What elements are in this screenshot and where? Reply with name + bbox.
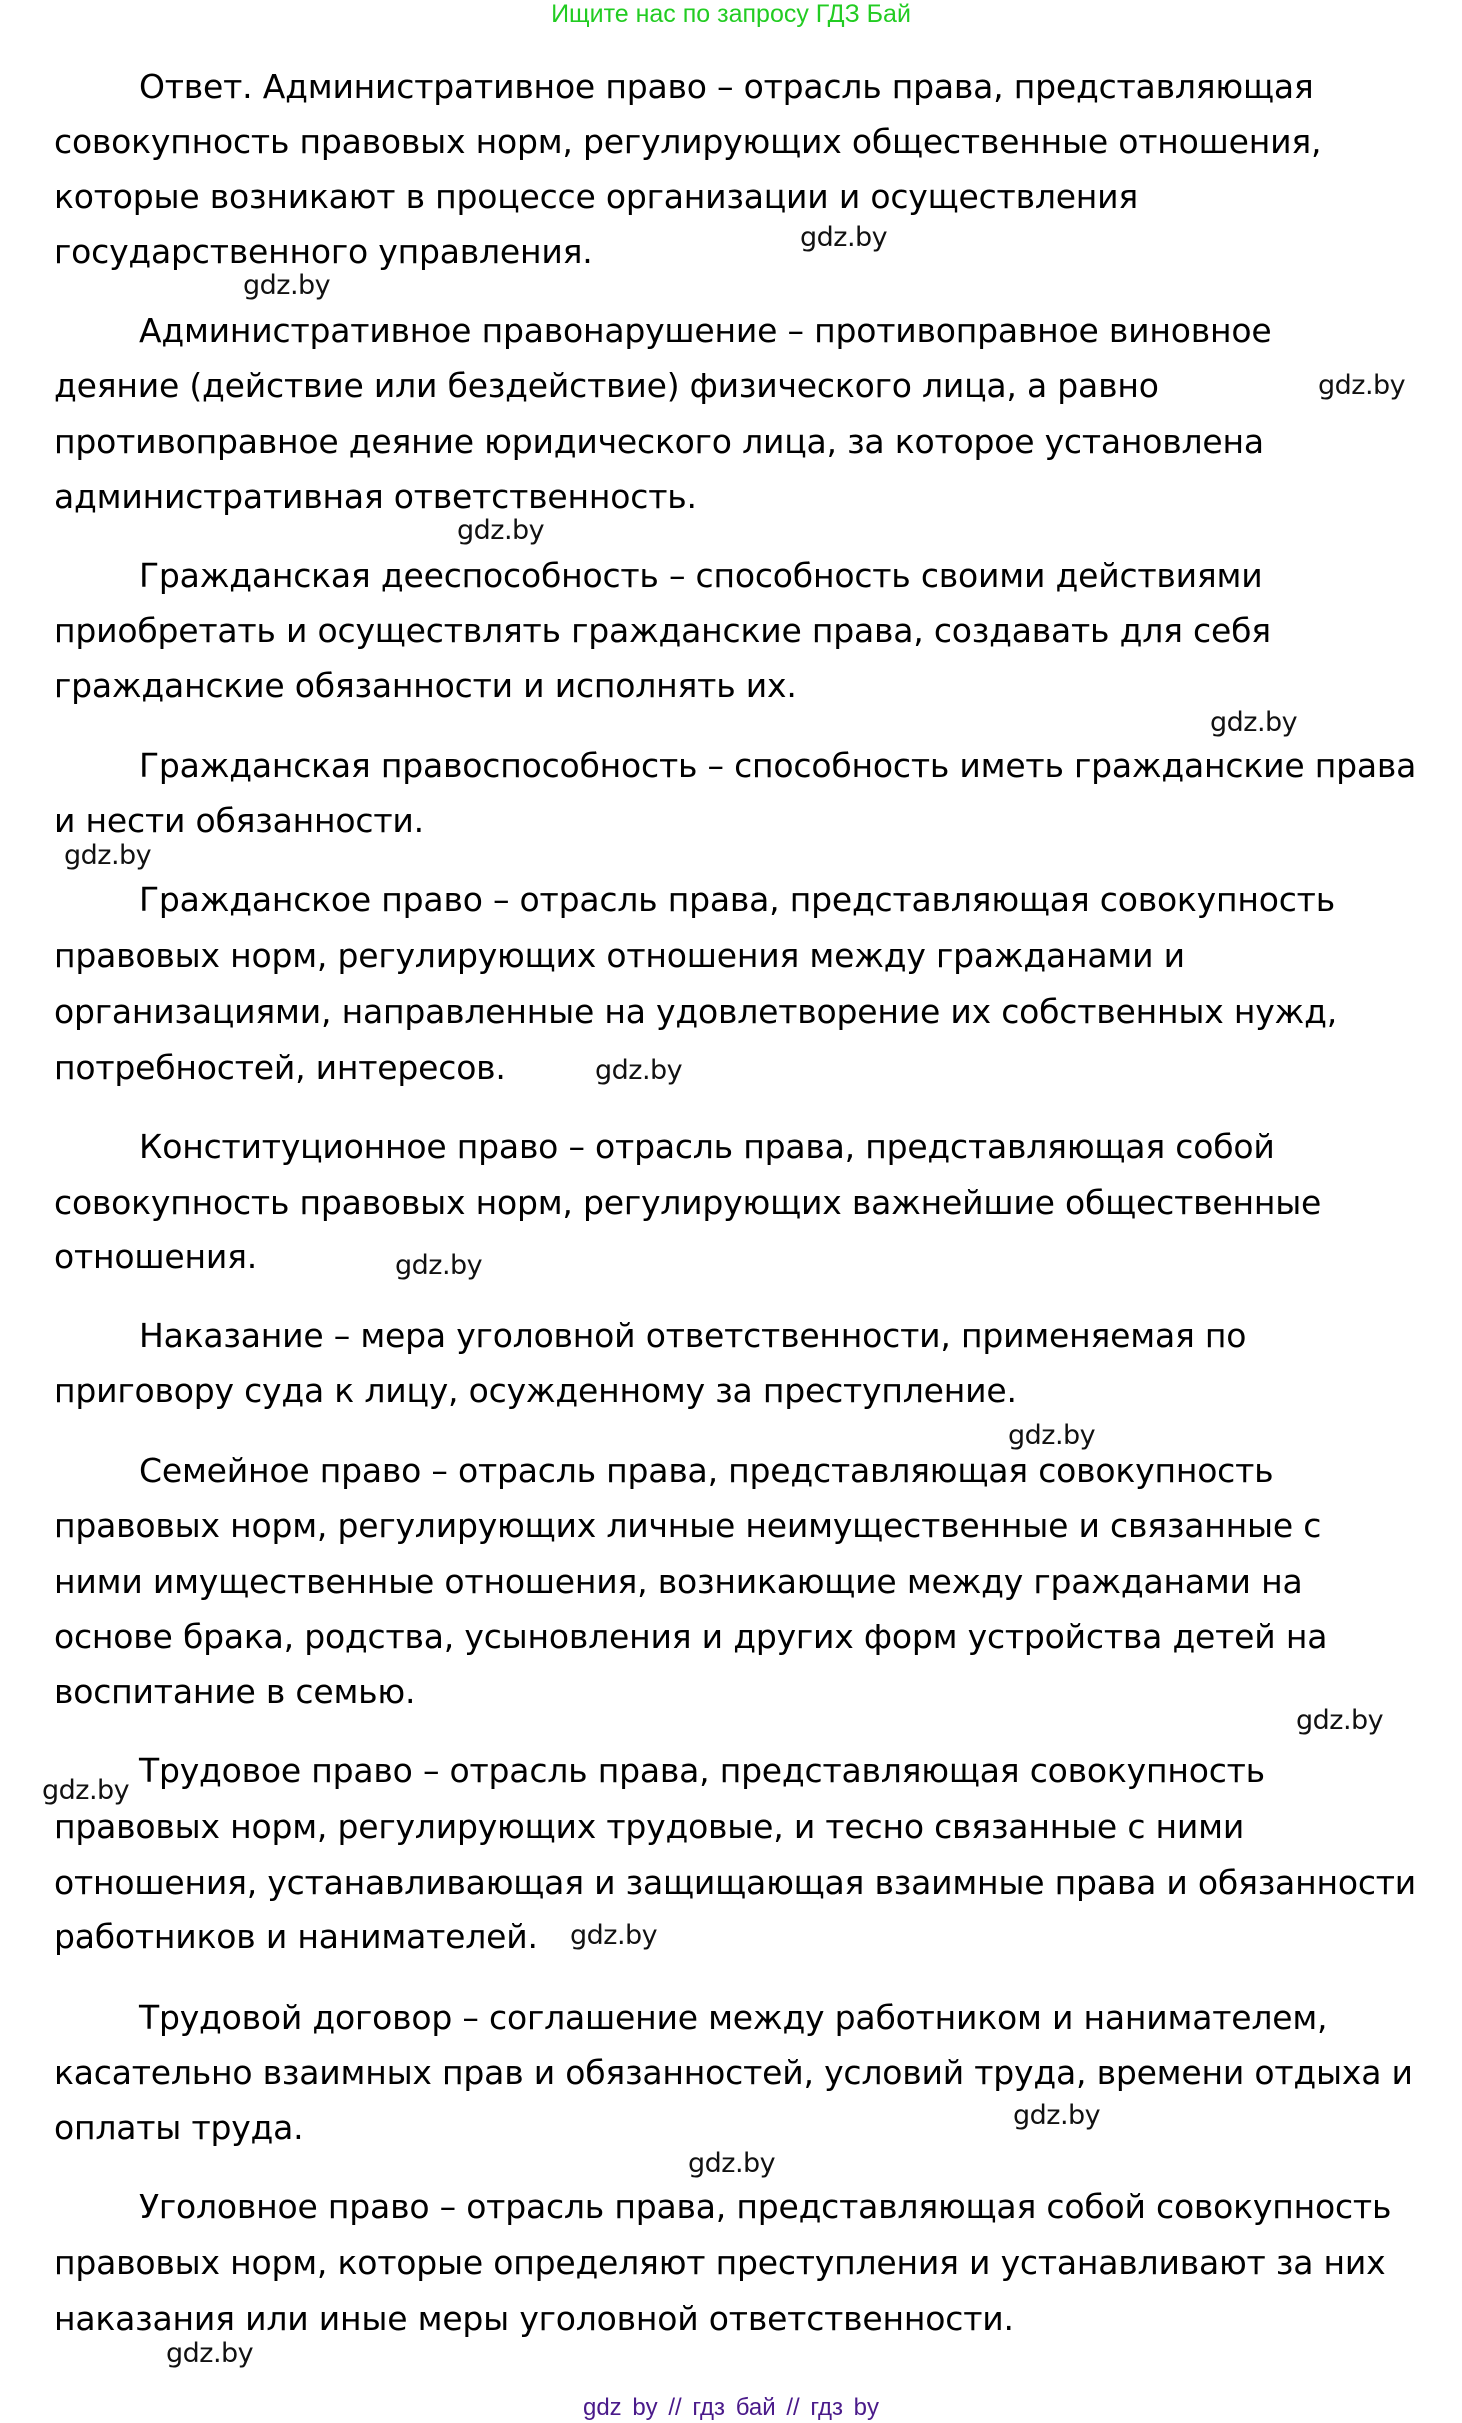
- text-line: административная ответственность.: [54, 477, 697, 516]
- watermark-gdz: gdz.by: [42, 1775, 130, 1806]
- text-line: и нести обязанности.: [54, 801, 424, 840]
- watermark-gdz: gdz.by: [1296, 1705, 1384, 1736]
- watermark-gdz: gdz.by: [243, 270, 331, 301]
- watermark-gdz: gdz.by: [595, 1055, 683, 1086]
- text-line: Конституционное право – отрасль права, представляющая собой: [139, 1127, 1275, 1166]
- text-line: Гражданское право – отрасль права, представляющая совокупность: [139, 880, 1335, 919]
- text-line: Наказание – мера уголовной ответственности, применяемая по: [139, 1316, 1247, 1355]
- text-line: потребностей, интересов.: [54, 1048, 506, 1087]
- text-line: приобретать и осуществлять гражданские права, создавать для себя: [54, 611, 1271, 650]
- text-line: ними имущественные отношения, возникающие между гражданами на: [54, 1562, 1303, 1601]
- search-banner: Ищите нас по запросу ГДЗ Бай: [551, 0, 911, 28]
- watermark-gdz: gdz.by: [800, 222, 888, 253]
- text-line: правовых норм, регулирующих трудовые, и тесно связанные с ними: [54, 1807, 1245, 1846]
- text-line: Трудовое право – отрасль права, представляющая совокупность: [139, 1751, 1265, 1790]
- text-line: совокупность правовых норм, регулирующих важнейшие общественные: [54, 1183, 1322, 1222]
- footer-links[interactable]: gdz by // гдз бай // гдз by: [582, 2394, 880, 2421]
- watermark-gdz: gdz.by: [570, 1920, 658, 1951]
- text-line: Гражданская дееспособность – способность своими действиями: [139, 556, 1263, 595]
- text-line: основе брака, родства, усыновления и других форм устройства детей на: [54, 1617, 1328, 1656]
- text-line: Уголовное право – отрасль права, представляющая собой совокупность: [139, 2187, 1392, 2226]
- text-line: гражданские обязанности и исполнять их.: [54, 666, 797, 705]
- text-line: государственного управления.: [54, 232, 593, 271]
- text-line: отношения, устанавливающая и защищающая взаимные права и обязанности: [54, 1863, 1417, 1902]
- text-line: Гражданская правоспособность – способность иметь гражданские права: [139, 746, 1417, 785]
- watermark-gdz: gdz.by: [1013, 2100, 1101, 2131]
- text-line: организациями, направленные на удовлетворение их собственных нужд,: [54, 992, 1337, 1031]
- watermark-gdz: gdz.by: [395, 1250, 483, 1281]
- text-line: правовых норм, которые определяют преступления и устанавливают за них: [54, 2243, 1386, 2282]
- text-line: наказания или иные меры уголовной ответственности.: [54, 2299, 1014, 2338]
- text-line: оплаты труда.: [54, 2108, 304, 2147]
- text-line: правовых норм, регулирующих отношения между гражданами и: [54, 936, 1185, 975]
- text-line: Ответ. Административное право – отрасль права, представляющая: [139, 67, 1314, 106]
- text-line: приговору суда к лицу, осужденному за преступление.: [54, 1371, 1017, 1410]
- watermark-gdz: gdz.by: [64, 840, 152, 871]
- watermark-gdz: gdz.by: [457, 515, 545, 546]
- text-line: отношения.: [54, 1237, 258, 1276]
- watermark-gdz: gdz.by: [166, 2338, 254, 2369]
- watermark-gdz: gdz.by: [1008, 1420, 1096, 1451]
- text-line: работников и нанимателей.: [54, 1917, 538, 1956]
- text-line: Административное правонарушение – противоправное виновное: [139, 311, 1272, 350]
- watermark-gdz: gdz.by: [688, 2148, 776, 2179]
- text-line: которые возникают в процессе организации и осуществления: [54, 177, 1139, 216]
- text-line: Трудовой договор – соглашение между работником и нанимателем,: [139, 1998, 1328, 2037]
- text-line: противоправное деяние юридического лица, за которое установлена: [54, 422, 1264, 461]
- watermark-gdz: gdz.by: [1210, 707, 1298, 738]
- text-line: воспитание в семью.: [54, 1672, 416, 1711]
- watermark-gdz: gdz.by: [1318, 370, 1406, 401]
- text-line: правовых норм, регулирующих личные неимущественные и связанные с: [54, 1506, 1322, 1545]
- text-line: совокупность правовых норм, регулирующих общественные отношения,: [54, 122, 1322, 161]
- text-line: касательно взаимных прав и обязанностей, условий труда, времени отдыха и: [54, 2053, 1413, 2092]
- text-line: деяние (действие или бездействие) физического лица, а равно: [54, 366, 1159, 405]
- text-line: Семейное право – отрасль права, представляющая совокупность: [139, 1451, 1274, 1490]
